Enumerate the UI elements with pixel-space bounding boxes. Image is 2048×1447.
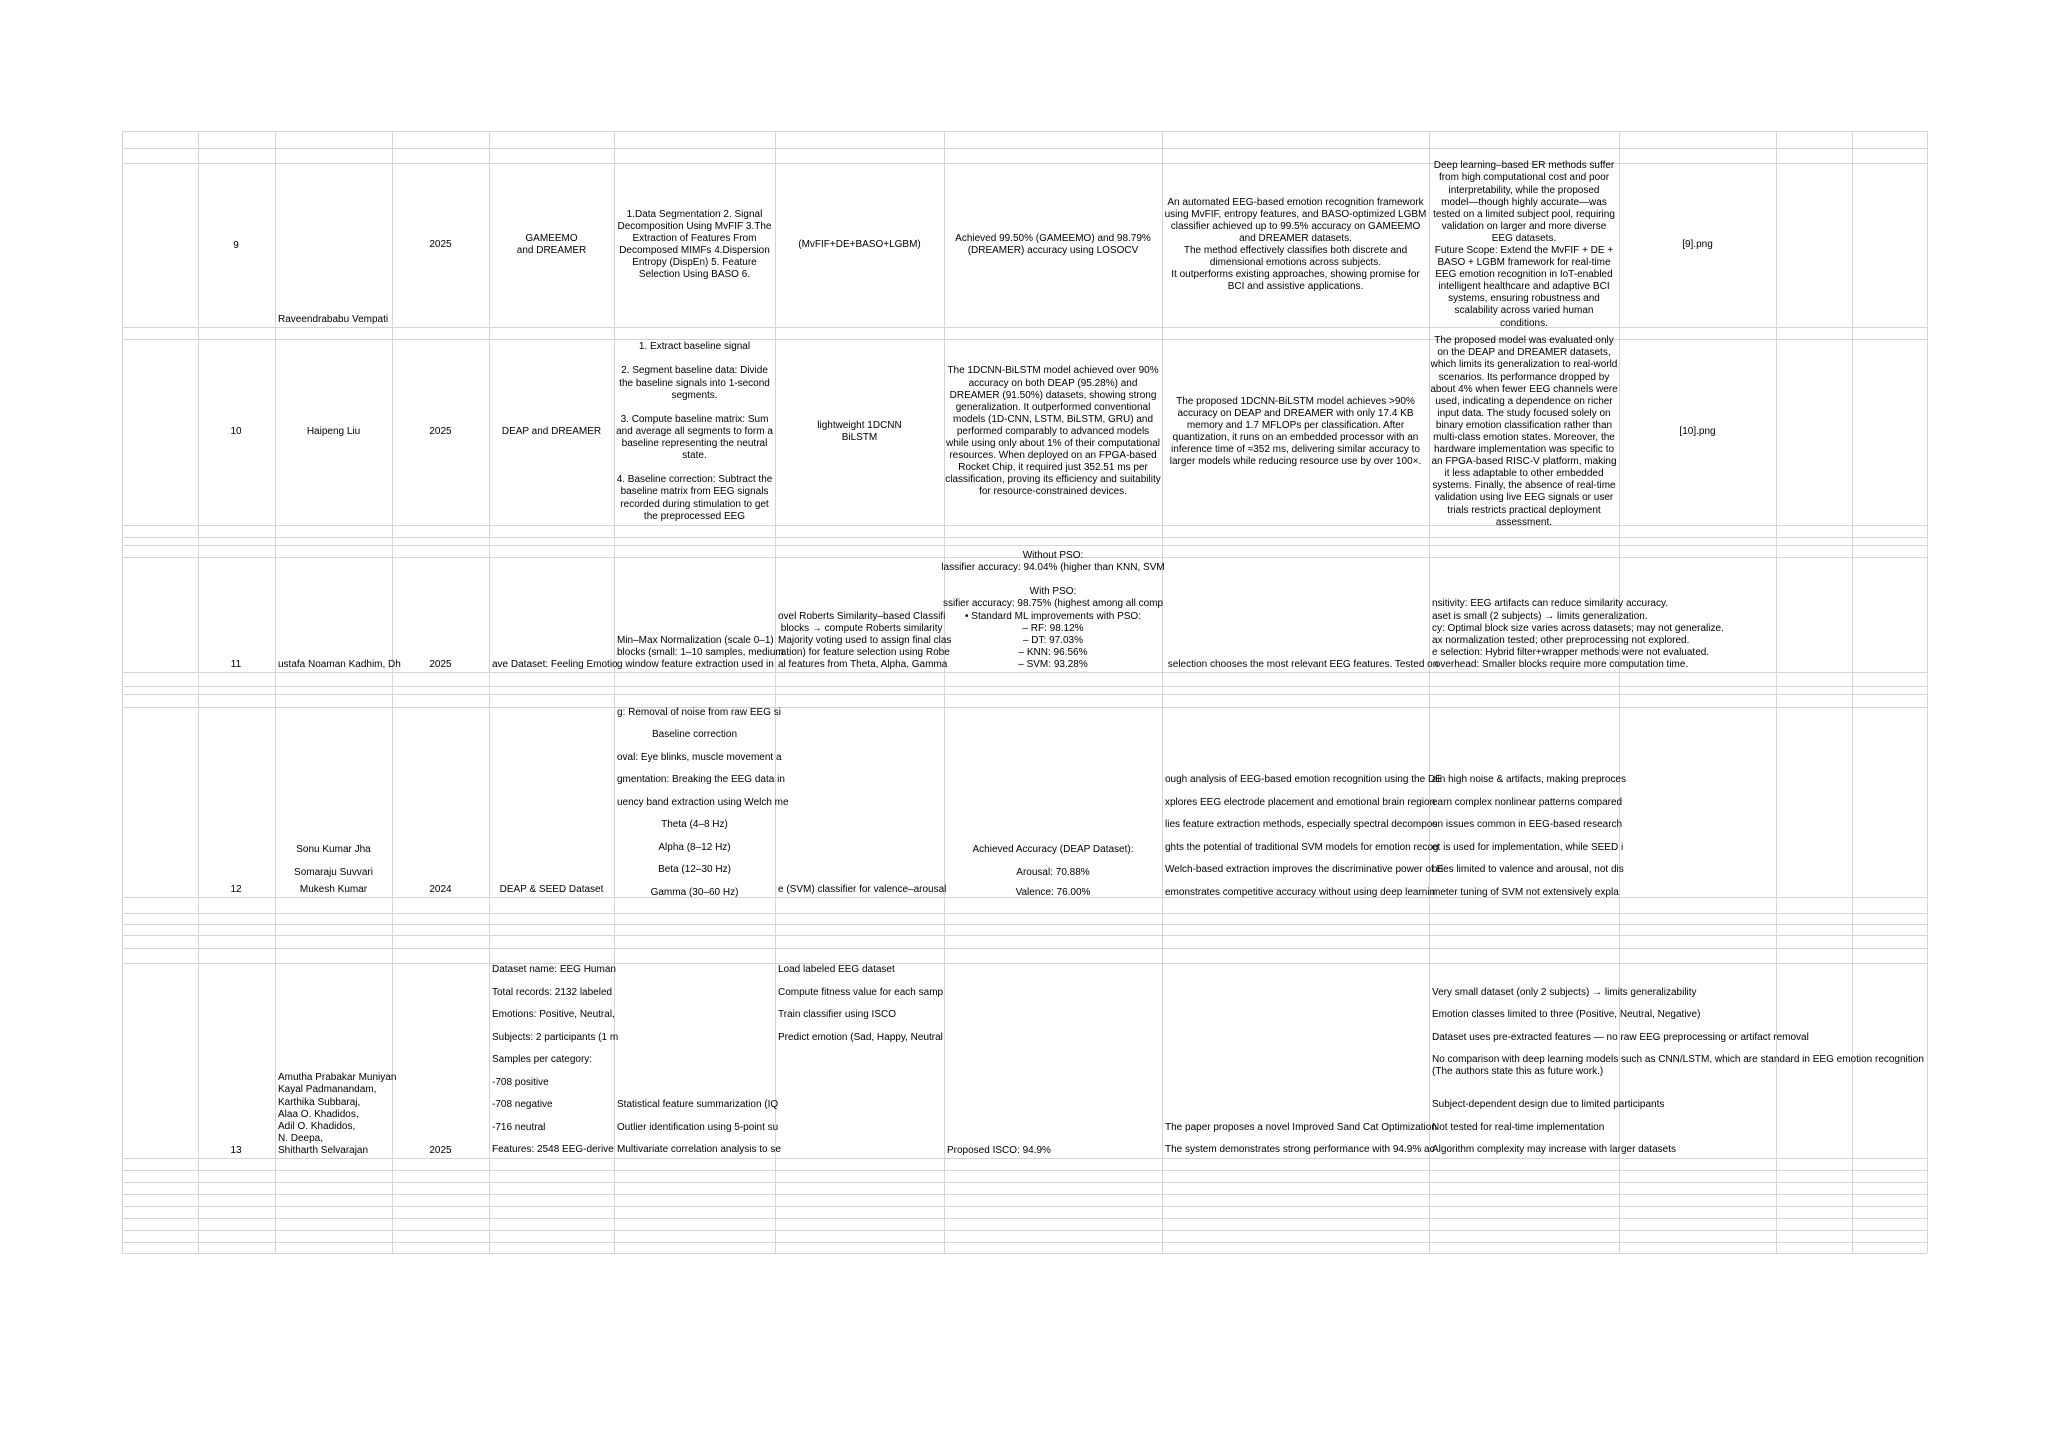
row-11-dataset[interactable]: ave Dataset: Feeling Emotio: [492, 658, 618, 670]
row-13-method[interactable]: [614, 963, 781, 1158]
row-12-limitation-line: meter tuning of SVM not extensively expla: [1432, 887, 1619, 898]
row-12-limitation-line: on issues common in EEG-based research: [1432, 819, 1623, 830]
row-12-summary-line: emonstrates competitive accuracy without using deep learnin: [1165, 887, 1436, 898]
row-12-summary[interactable]: [1162, 707, 1444, 898]
row-13-model[interactable]: [775, 963, 944, 1158]
row-12-method-line: Theta (4–8 Hz): [661, 819, 728, 830]
row-13-dataset-line: Dataset name: EEG Human: [492, 964, 616, 975]
row-12-method-line: g: Removal of noise from raw EEG si: [617, 707, 781, 718]
row-13-limitation-line: No comparison with deep learning models such as CNN/LSTM, which are standard in EEG emotion recognition (The authors state this as future work.): [1432, 1054, 1924, 1077]
row-12-dataset[interactable]: DEAP & SEED Dataset: [499, 883, 604, 895]
row-12-summary-line: ough analysis of EEG-based emotion recognition using the DE: [1165, 774, 1442, 785]
row-13-dataset-line: -708 positive: [492, 1077, 549, 1088]
row-13-limitation-line: Dataset uses pre-extracted features — no raw EEG preprocessing or artifact removal: [1432, 1032, 1809, 1043]
row-12-method-line: Alpha (8–12 Hz): [658, 842, 731, 853]
row-10-method[interactable]: 1. Extract baseline signal 2. Segment baseline data: Divide the baseline signals into 1-second segments. 3. Compute baseline matrix: Sum and average all segments to form a baseline representing the neutral state. 4. Baseline correction: Subtract the baseline matrix from EEG signals recorded during stimulation to get the preprocessed EEG: [616, 341, 773, 522]
row-13-limitation-line: Very small dataset (only 2 subjects) → limits generalizability: [1432, 987, 1697, 998]
row-13-model-line: Load labeled EEG dataset: [778, 964, 895, 975]
row-13-number[interactable]: 13: [230, 1144, 242, 1156]
row-13-dataset-line: Features: 2548 EEG-derive: [492, 1144, 614, 1155]
row-12-method-line: Baseline correction: [651, 729, 738, 740]
row-9-method[interactable]: 1.Data Segmentation 2. Signal Decomposition Using MvFIF 3.The Extraction of Features From Decomposed MIMFs 4.Dispersion Entropy (DispEn) 5. Feature Selection Using BASO 6.: [617, 208, 772, 281]
row-10-authors[interactable]: Haipeng Liu: [306, 425, 361, 437]
row-12-results[interactable]: [944, 707, 1162, 897]
row-12-limitation-line: ories limited to valence and arousal, not dis: [1432, 864, 1624, 875]
row-13-summary-line: The paper proposes a novel Improved Sand Cat Optimization: [1165, 1122, 1437, 1133]
row-9-limitations[interactable]: Deep learning–based ER methods suffer from high computational cost and poor interpretability, while the proposed model—though highly accurate—was tested on a limited subject pool, requiring validation on larger and more diverse EEG datasets. Future Scope: Extend the MvFIF + DE + BASO + LGBM framework for real-time EEG emotion recognition in IoT-enabled intelligent healthcare and adaptive BCI systems, ensuring robustness and scalability across varied human conditions.: [1433, 160, 1615, 329]
row-12-limitation-line: earn complex nonlinear patterns compared: [1432, 797, 1623, 808]
row-13-limitation-line: Not tested for real-time implementation: [1432, 1122, 1605, 1133]
row-13-method-line: Outlier identification using 5-point su: [617, 1122, 779, 1133]
row-13-dataset-line: Total records: 2132 labeled: [492, 987, 613, 998]
row-12-method-line: Beta (12–30 Hz): [658, 864, 731, 875]
row-10-results[interactable]: The 1DCNN-BiLSTM model achieved over 90% accuracy on both DEAP (95.28%) and DREAMER (91.50%) datasets, showing strong generalization. It outperformed conventional models (1D-CNN, LSTM, BiLSTM, GRU) and performed comparably to advanced models while using only about 1% of their computational resources. When deployed on an FPGA-based Rocket Chip, it required just 352.51 ms per classification, proving its efficiency and suitability for resource-constrained devices.: [945, 365, 1161, 498]
row-9-dataset[interactable]: GAMEEMO and DREAMER: [516, 232, 587, 256]
row-11-year[interactable]: 2025: [429, 658, 452, 670]
row-12-summary-line: Welch-based extraction improves the discriminative power of E: [1165, 864, 1444, 875]
row-13-limitation-line: Algorithm complexity may increase with larger datasets: [1432, 1144, 1676, 1155]
row-13-method-line: Multivariate correlation analysis to se: [617, 1144, 781, 1155]
row-12-author: Sonu Kumar Jha: [296, 844, 371, 855]
row-13-dataset-line: -708 negative: [492, 1099, 553, 1110]
row-10-summary[interactable]: The proposed 1DCNN-BiLSTM model achieves >90% accuracy on DEAP and DREAMER with only 17.4 KB memory and 1.7 MFLOPs per classification. After quantization, it runs on an embedded processor with an inference time of ≈352 ms, delivering similar accuracy to larger models while reducing resource use by over 100×.: [1169, 395, 1422, 468]
row-13-dataset-line: Subjects: 2 participants (1 m: [492, 1032, 619, 1043]
row-9-results[interactable]: Achieved 99.50% (GAMEEMO) and 98.79% (DREAMER) accuracy using LOSOCV: [955, 232, 1151, 256]
row-11-results[interactable]: Without PSO: lassifier accuracy: 94.04% (higher than KNN, SVM With PSO: ssifier accuracy: 98.75% (highest among all comp • Standard ML improvements with PSO: – RF: 98.12% – DT: 97.03% – KNN: 96.56% – SVM: 93.28%: [941, 550, 1165, 670]
row-13-model-line: Train classifier using ISCO: [778, 1009, 896, 1020]
row-11-limitations[interactable]: nsitivity: EEG artifacts can reduce similarity accuracy. aset is small (2 subjects) → limits generalization. cy: Optimal block size varies across datasets; may not generalize. ax normalization tested; other preprocessing not explored. e selection: Hybrid filter+wrapper methods were not evaluated. overhead: Smaller blocks require more computation time.: [1432, 598, 1724, 670]
row-13-results[interactable]: Proposed ISCO: 94.9%: [947, 1144, 1051, 1156]
row-9-summary[interactable]: An automated EEG-based emotion recognition framework using MvFIF, entropy features, and BASO-optimized LGBM classifier achieved up to 99.5% accuracy on GAMEEMO and DREAMER datasets. The method effectively classifies both discrete and dimensional emotions across subjects. It outperforms existing approaches, showing promise for BCI and assistive applications.: [1164, 196, 1427, 293]
row-12-summary-line: xplores EEG electrode placement and emotional brain region: [1165, 797, 1436, 808]
row-9-model[interactable]: (MvFIF+DE+BASO+LGBM): [798, 238, 921, 250]
row-12-summary-line: lies feature extraction methods, especially spectral decompos: [1165, 819, 1438, 830]
row-10-limitations[interactable]: The proposed model was evaluated only on the DEAP and DREAMER datasets, which limits its generalization to real-world scenarios. Its performance dropped by about 4% when fewer EEG channels were used, indicating a dependence on richer input data. The study focused solely on binary emotion classification rather than multi-class emotion states. Moreover, the hardware implementation was specific to an FPGA-based RISC-V platform, making it less adaptable to other embedded systems. Finally, the absence of real-time validation using live EEG signals or user trials restricts practical deployment assessment.: [1430, 335, 1618, 528]
row-12-authors[interactable]: [275, 707, 392, 897]
row-13-year[interactable]: 2025: [429, 1144, 452, 1156]
row-9-number[interactable]: 9: [233, 239, 239, 251]
row-11-model[interactable]: ovel Roberts Similarity–based Classifi blocks → compute Roberts similarity Majority voting used to assign final clas :ation) for feature selection using Robe al features from Theta, Alpha, Gamma: [778, 610, 952, 670]
row-12-model[interactable]: e (SVM) classifier for valence–arousal: [778, 883, 947, 895]
row-11-method[interactable]: Min–Max Normalization (scale 0–1) blocks (small: 1–10 samples, medium g window feature extraction used in: [617, 634, 784, 670]
row-13-summary[interactable]: [1162, 963, 1437, 1158]
row-12-method-line: uency band extraction using Welch me: [617, 797, 789, 808]
row-12-year[interactable]: 2024: [429, 883, 452, 895]
row-13-dataset-line: -716 neutral: [492, 1122, 546, 1133]
row-12-limitations[interactable]: [1429, 707, 1626, 898]
grid-col-line: [122, 131, 123, 1253]
row-12-result-line: Valence: 76.00%: [1015, 887, 1091, 898]
row-12-author: Somaraju Suvvari: [294, 867, 373, 878]
row-13-summary-line: The system demonstrates strong performance with 94.9% ac: [1165, 1144, 1435, 1155]
row-10-model[interactable]: lightweight 1DCNN BiLSTM: [817, 419, 902, 443]
row-13-limitation-line: Subject-dependent design due to limited participants: [1432, 1099, 1665, 1110]
row-13-model-line: Predict emotion (Sad, Happy, Neutral: [778, 1032, 943, 1043]
row-9-authors[interactable]: Raveendrababu Vempati: [278, 313, 389, 325]
row-12-author: Mukesh Kumar: [299, 884, 368, 895]
grid-row-line: [122, 1253, 1927, 1254]
row-12-result-line: Arousal: 70.88%: [1016, 867, 1090, 878]
row-12-number[interactable]: 12: [230, 883, 242, 895]
row-10-year[interactable]: 2025: [429, 425, 452, 437]
row-11-authors[interactable]: ustafa Noaman Kadhim, Dh: [278, 658, 401, 670]
row-13-dataset-line: Samples per category:: [492, 1054, 593, 1065]
row-12-method-line: Gamma (30–60 Hz): [650, 887, 739, 898]
row-13-dataset-line: Emotions: Positive, Neutral,: [492, 1009, 615, 1020]
row-13-dataset[interactable]: [489, 963, 619, 1158]
row-13-limitations[interactable]: [1429, 963, 1929, 1158]
row-12-method-line: gmentation: Breaking the EEG data in: [617, 774, 785, 785]
row-12-limitation-line: ain high noise & artifacts, making preproces: [1432, 774, 1626, 785]
row-13-model-line: Compute fitness value for each samp: [778, 987, 944, 998]
row-10-image-ref[interactable]: [10].png: [1679, 425, 1716, 437]
row-13-authors[interactable]: Amutha Prabakar Muniyan Kayal Padmanandam, Karthika Subbaraj, Alaa O. Khadidos, Adil O. Khadidos, N. Deepa, Shitharth Selvarajan: [278, 1072, 397, 1156]
row-12-limitation-line: et is used for implementation, while SEED i: [1432, 842, 1624, 853]
row-13-method-line: Statistical feature summarization (IQ: [617, 1099, 779, 1110]
row-12-summary-line: ghts the potential of traditional SVM models for emotion recog: [1165, 842, 1439, 853]
row-9-image-ref[interactable]: [9].png: [1682, 238, 1713, 250]
row-10-number[interactable]: 10: [230, 425, 242, 437]
row-12-method-line: oval: Eye blinks, muscle movement a: [617, 752, 782, 763]
row-12-method[interactable]: [614, 707, 789, 898]
row-12-result-line: Achieved Accuracy (DEAP Dataset):: [972, 844, 1134, 855]
row-9-year[interactable]: 2025: [429, 238, 452, 250]
row-11-summary[interactable]: selection chooses the most relevant EEG features. Tested on: [1165, 658, 1439, 670]
row-11-number[interactable]: 11: [230, 658, 242, 670]
row-13-limitation-line: Emotion classes limited to three (Positive, Neutral, Negative): [1432, 1009, 1701, 1020]
row-10-dataset[interactable]: DEAP and DREAMER: [501, 425, 602, 437]
